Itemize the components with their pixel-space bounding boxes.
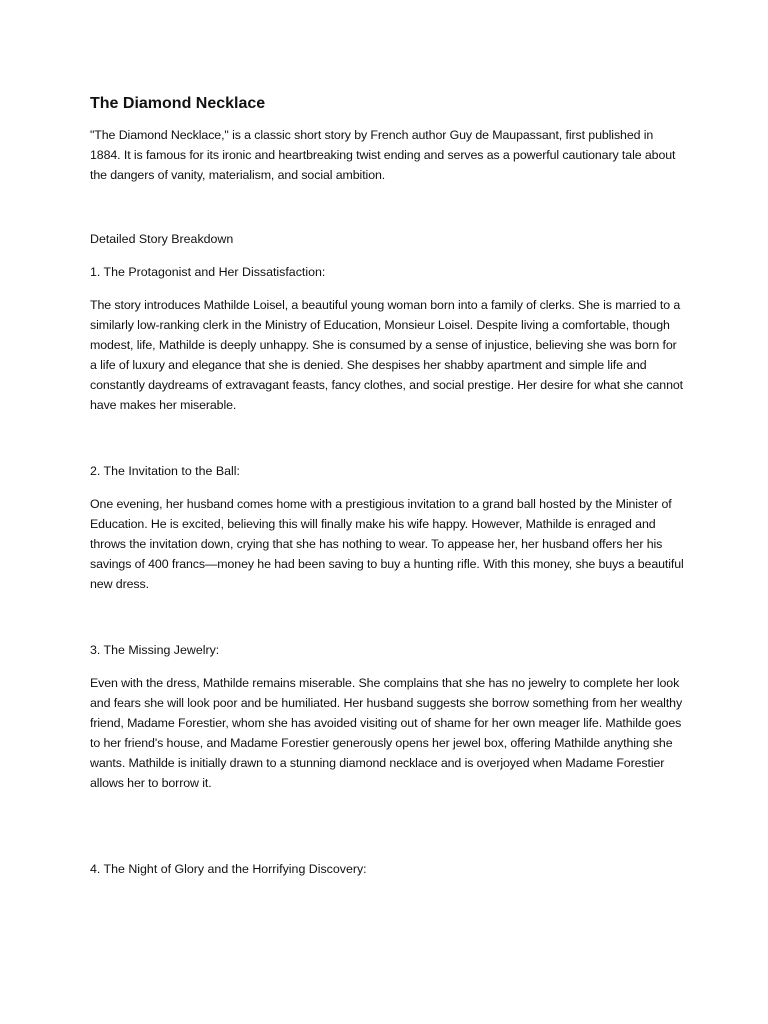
section-1-body: The story introduces Mathilde Loisel, a beautiful young woman born into a family of clerks. She is married to a similarly low-ranking clerk in the Ministry of Education, Monsieur Loisel. Despite living a comfortable, though modest, life, Mathilde is deeply unhappy. She is consumed by a sense of injustice, believing she was born for a life of luxury and elegance that she is denied. She despises her shabby apartment and simple life and constantly daydreams of extravagant feasts, fancy clothes, and social prestige. Her desire for what she cannot have makes her miserable.	[90, 298, 684, 412]
section-2-heading: 2. The Invitation to the Ball:	[90, 464, 240, 478]
section-4-heading: 4. The Night of Glory and the Horrifying Discovery:	[90, 862, 367, 876]
breakdown-heading: Detailed Story Breakdown	[90, 232, 234, 246]
section-1-heading: 1. The Protagonist and Her Dissatisfaction:	[90, 265, 326, 279]
section-2-body: One evening, her husband comes home with a prestigious invitation to a grand ball hosted by the Minister of Education. He is excited, believing this will finally make his wife happy. However, Mathilde is enraged and throws the invitation down, crying that she has nothing to wear. To appease her, her husband offers her his savings of 400 francs—money he had been saving to buy a hunting rifle. With this money, she buys a beautiful new dress.	[90, 497, 684, 591]
document-body	[90, 92, 686, 879]
document-title: The Diamond Necklace	[90, 95, 266, 112]
intro-paragraph: "The Diamond Necklace," is a classic short story by French author Guy de Maupassant, first published in 1884. It is famous for its ironic and heartbreaking twist ending and serves as a powerful cautionary tale about the dangers of vanity, materialism, and social ambition.	[90, 128, 676, 182]
section-3-heading: 3. The Missing Jewelry:	[90, 643, 220, 657]
section-3-body: Even with the dress, Mathilde remains miserable. She complains that she has no jewelry to complete her look and fears she will look poor and be humiliated. Her husband suggests she borrow something from her wealthy friend, Madame Forestier, whom she has avoided visiting out of shame for her own meager life. Mathilde goes to her friend's house, and Madame Forestier generously opens her jewel box, offering Mathilde anything she wants. Mathilde is initially drawn to a stunning diamond necklace and is overjoyed when Madame Forestier allows her to borrow it.	[90, 676, 683, 790]
